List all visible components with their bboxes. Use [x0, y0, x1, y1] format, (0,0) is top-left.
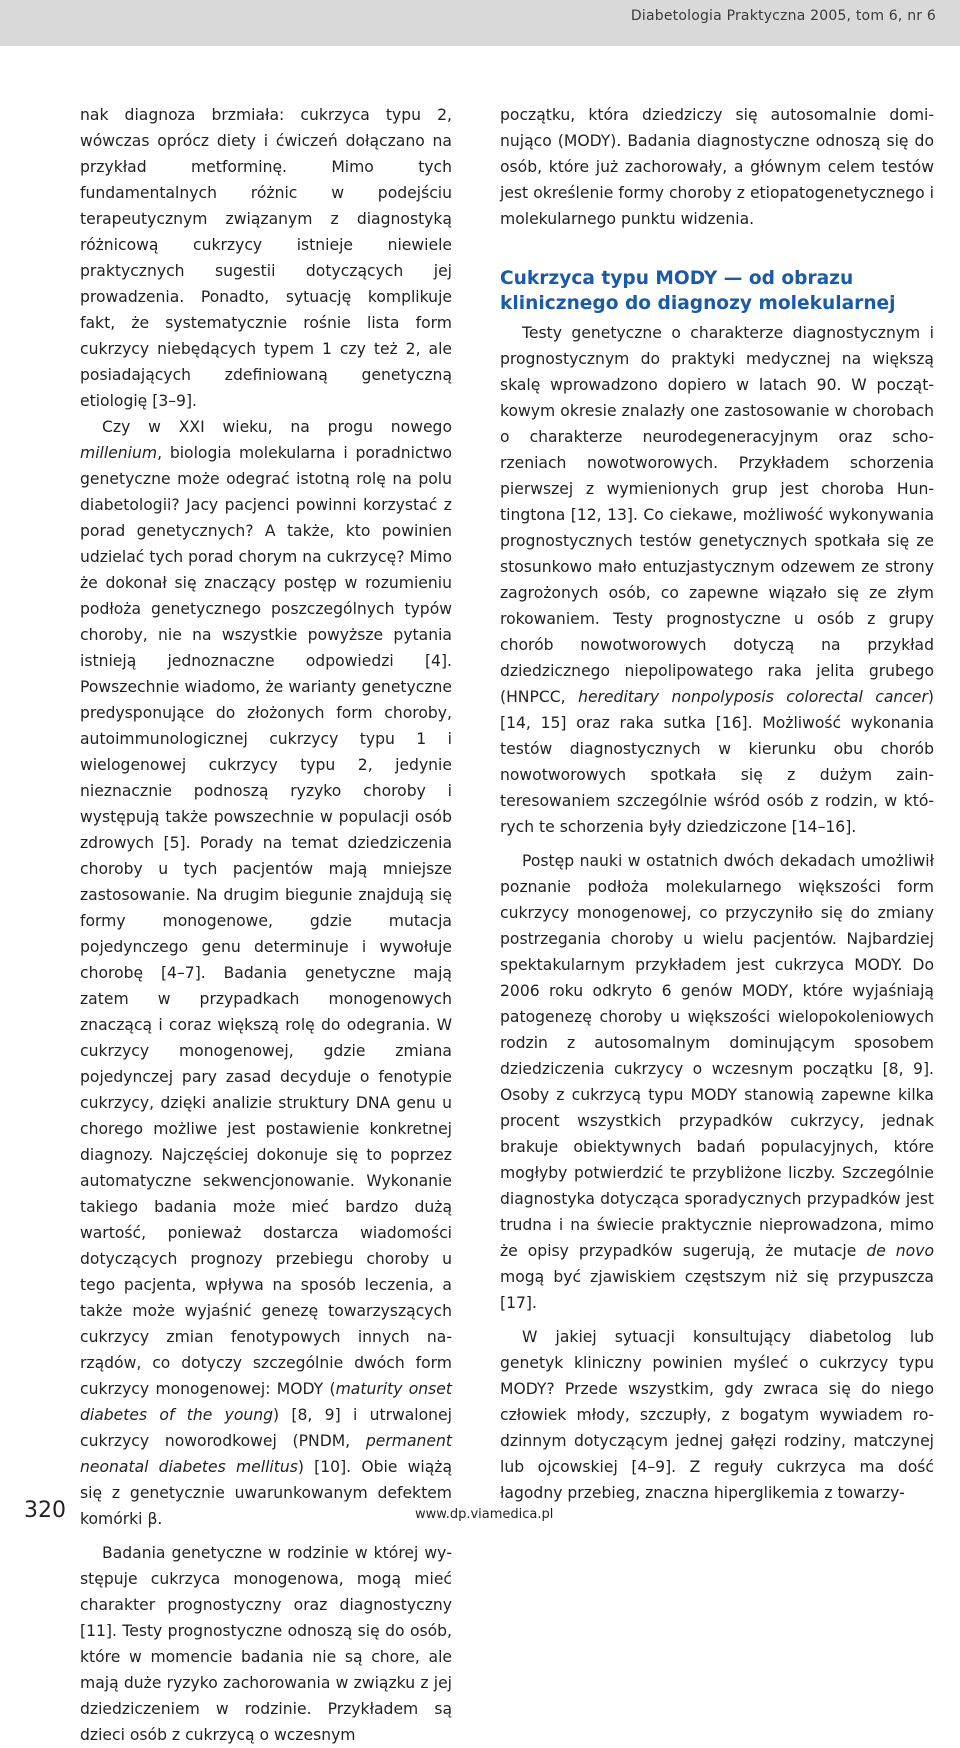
right-column [500, 102, 934, 1506]
left-p2-part-d: ) [10]. Obie wiążą się z genetycznie uwarunkowanym defektem komórki β. [80, 1458, 452, 1528]
journal-header-band [0, 0, 960, 46]
left-column [80, 102, 452, 1748]
right-p3-part-a: Postęp nauki w ostatnich dwóch dekadach umożliwił poznanie podłoża molekularnego większości form cukrzycy monogenowej, co przyczyniło się do zmiany postrzegania choroby u wielu pacjentów. Najbardziej spektakularnym przykładem jest cukrzyca MODY. Do 2006 roku odkryto 6 genów MODY, które wyjaśniają patogenezę choroby u większości wielopokoleniowych rodzin z autosomalnym dominującym sposobem dziedziczenia cukrzycy o wczesnym początku [8, 9]. Osoby z cukrzycą typu MODY stanowią zapewne kilka procent wszystkich przypadków cukrzycy, jednak brakuje obiektywnych badań populacyjnych, które mogłyby potwierdzić te przybliżone liczby. Szczególnie diagnostyka dotycząca sporadycznych przypadków jest trudna i na świecie praktycznie nieprowadzona, mimo że opisy przypadków sugerują, że mutacje [500, 852, 934, 1260]
right-p2-italic-hnpcc: hereditary nonpolyposis colorectal cancer [578, 688, 928, 706]
right-paragraph-1 [500, 102, 934, 232]
right-paragraph-4 [500, 1324, 934, 1506]
left-p2-part-a: Czy w XXI wieku, na progu nowego [102, 418, 452, 436]
footer-url: www.dp.viamedica.pl [415, 1507, 554, 1522]
right-p1-text: początku, która dziedziczy się autosomalnie dominująco (MODY). Badania diagnostyczne odnoszą się do osób, które już zachorowały, a głównym celem testów jest określenie formy choroby z etiopatogenetycznego i molekularnego punktu widzenia. [500, 106, 934, 228]
left-p2-part-b: , biologia molekularna i poradnictwo genetyczne może odegrać istotną rolę na polu diabetologii? Jacy pacjenci powinni korzystać z porad genetycznych? A także, kto powinien udzielać tych porad chorym na cukrzycę? Mimo że dokonał się znaczący postęp w rozumieniu podłoża genetycznego poszczególnych typów choroby, nie na wszystkie powyższe pytania istnieją jednoznaczne odpowiedzi [4]. Powszechnie wiadomo, że warianty genetyczne predysponujące do złożonych form choroby, autoimmunologicznej cukrzycy typu 1 i wielogenowej cukrzycy typu 2, jedynie nieznacznie podnoszą ryzyko choroby i występują także powszechnie w populacji osób zdrowych [5]. Porady na temat dziedziczenia choroby u tych pacjentów mają mniejsze zastosowanie. Na drugim biegunie znajdują się formy monogenowe, gdzie mutacja pojedynczego genu determinuje i wywołuje chorobę [4–7]. Badania genetyczne mają zatem w przypadkach monogenowych znaczącą i coraz większą rolę do odegrania. W cukrzycy monogenowej, gdzie zmiana pojedynczej pary zasad decyduje o fenotypie cukrzycy, dzięki analizie struktury DNA genu u chorego możliwe jest postawienie konkretnej diagnozy. Najczęściej dokonuje się to poprzez automatyczne sekwencjonowanie. Wykonanie takiego badania może mieć bardzo dużą wartość, ponieważ dostarcza wiadomości dotyczących prognozy przebiegu choroby u tego pacjenta, wpływa na sposób leczenia, a także może wyjaśnić genezę towarzyszących cukrzycy zmian fenotypowych innych narządów, co dotyczy szczególnie dwóch form cukrzycy monogenowej: MODY ( [80, 444, 452, 1398]
left-p2-italic-pndm: permanent neonatal diabetes mellitus [80, 1432, 452, 1476]
right-p3-part-b: mogą być zjawiskiem częstszym niż się przypuszcza [17]. [500, 1268, 934, 1312]
right-p2-part-b: ) [14, 15] oraz raka sutka [16]. Możliwość wykonania testów diagnostycznych w kierunku obu chorób nowotworowych spotkała się z dużym zainteresowaniem szczególnie wśród osób z rodzin, w których te schorzenia były dziedziczone [14–16]. [500, 688, 934, 836]
left-p1-text: nak diagnoza brzmiała: cukrzyca typu 2, wówczas oprócz diety i ćwiczeń dołączano na przykład metforminę. Mimo tych fundamentalnych różnic w podejściu terapeutycznym związanym z diagnostyką różnicową cukrzycy istnieje niewiele praktycznych sugestii dotyczących jej prowadzenia. Ponadto, sytuację komplikuje fakt, że systematycznie rośnie lista form cukrzycy niebędących typem 1 czy też 2, ale posiadających zdefiniowaną genetyczną etiologię [3–9]. [80, 106, 452, 410]
right-p4-text: W jakiej sytuacji konsultujący diabetolog lub genetyk kliniczny powinien myśleć o cukrzycy typu MODY? Przede wszystkim, gdy zwraca się do niego człowiek młody, szczupły, z bogatym wywiadem rodzinnym dotyczącym jednej gałęzi rodziny, matczynej lub ojcowskiej [4–9]. Z reguły cukrzyca ma dość łagodny przebieg, znaczna hiperglikemia z towarzy- [500, 1328, 934, 1502]
left-p2-part-c: ) [8, 9] i utrwalonej cukrzycy noworodkowej (PNDM, [80, 1406, 452, 1450]
right-paragraph-2 [500, 320, 934, 840]
right-p3-italic-de-novo: de novo [866, 1242, 934, 1260]
section-heading: Cukrzyca typu MODY — od obrazu klinicznego do diagnozy molekularnej [500, 268, 896, 314]
journal-title: Diabetologia Praktyczna 2005, tom 6, nr 6 [630, 8, 936, 24]
page-number: 320 [24, 1498, 66, 1523]
left-paragraph-3 [80, 1540, 452, 1748]
left-paragraph-2 [80, 414, 452, 1532]
left-p2-italic-millenium: millenium [80, 444, 158, 462]
right-p2-part-a: Testy genetyczne o charakterze diagnostycznym i prognostycznym do praktyki medycznej na większą skalę wprowadzono dopiero w latach 90. W początkowym okresie znalazły one zastosowanie w chorobach o charakterze neurodegeneracyjnym oraz schorzeniach nowotworowych. Przykładem schorzenia pierwszej z wymienionych grup jest choroba Huntingtona [12, 13]. Co ciekawe, możliwość wykonywania prognostycznych testów genetycznych spotkała się ze stosunkowo mało entuzjastycznym odzewem ze strony zagrożonych osób, co zapewne wiązało się ze złym rokowaniem. Testy prognostyczne u osób z grupy chorób nowotworowych dotyczą na przykład dziedzicznego niepolipowatego raka jelita grubego (HNPCC, [500, 324, 934, 706]
left-paragraph-1 [80, 102, 452, 414]
left-p3-text: Badania genetyczne w rodzinie w której występuje cukrzyca monogenowa, mogą mieć charakter prognostyczny oraz diagnostyczny [11]. Testy prognostyczne odnoszą się do osób, które w momencie badania nie są chore, ale mają duże ryzyko zachorowania w związku z jej dziedziczeniem w rodzinie. Przykładem są dzieci osób z cukrzycą o wczesnym [80, 1544, 452, 1744]
left-p2-italic-mody: maturity onset diabetes of the young [80, 1380, 453, 1424]
right-paragraph-3 [500, 848, 934, 1316]
